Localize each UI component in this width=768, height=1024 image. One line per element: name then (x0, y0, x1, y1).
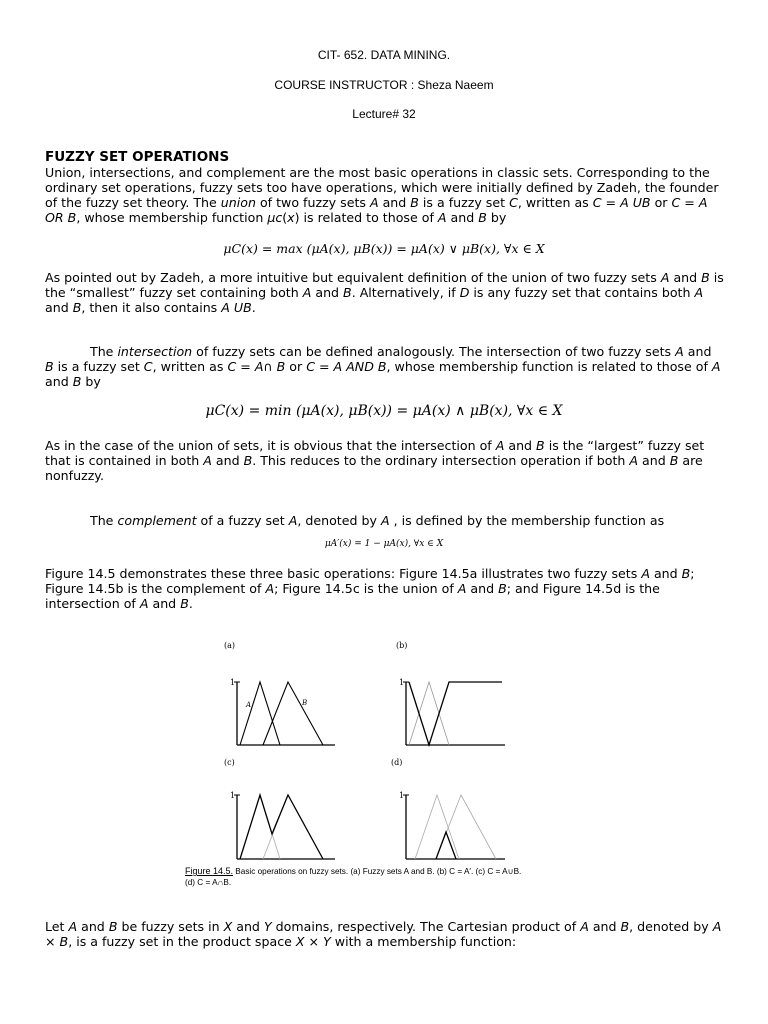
equation-union: μC(x) = max (μA(x), μB(x)) = μA(x) ∨ μB(x), ∀x ∈ X (223, 241, 545, 256)
equation-intersection: μC(x) = min (μA(x), μB(x)) = μA(x) ∧ μB(x), ∀x ∈ X (205, 403, 563, 419)
figure-caption-number: Figure 14.5. (185, 866, 234, 876)
panel-b-label: (b) (396, 641, 408, 650)
panel-d-label: (d) (391, 758, 403, 767)
course-instructor: COURSE INSTRUCTOR : Sheza Naeem (274, 78, 494, 92)
panel-a-label: (a) (224, 641, 236, 650)
paragraph-figure-description: Figure 14.5 demonstrates these three basic operations: Figure 14.5a illustrates two fuzzy sets A and B; Figure 14.5b is the complement of A; Figure 14.5c is the union of A and B; and Figure 14.5d is the intersection of A and B. (45, 566, 695, 611)
lecture-number: Lecture# 32 (352, 107, 416, 121)
set-b-label: B (302, 699, 308, 707)
panel-d-tick: 1 (399, 791, 405, 800)
figure-fuzzy-operations (180, 632, 580, 894)
panel-c (224, 758, 335, 859)
course-title: CIT- 652. DATA MINING. (317, 48, 451, 62)
panel-a (224, 641, 335, 745)
paragraph-cartesian-product: Let A and B be fuzzy sets in X and Y domains, respectively. The Cartesian product of A and B, denoted by A × B, is a fuzzy set in the product space X × Y with a membership function: (45, 919, 722, 949)
set-a-label: A (246, 701, 252, 709)
figure-caption: Figure 14.5. Basic operations on fuzzy sets. (a) Fuzzy sets A and B. (b) C = A′. (c) C = A∪B. (d) C = A∩B. (185, 866, 522, 887)
paragraph-intersection-largest: As in the case of the union of sets, it is obvious that the intersection of A and B is the “largest” fuzzy set that is contained in both A and B. This reduces to the ordinary intersection operation if both A and B are nonfuzzy. (45, 438, 705, 483)
panel-c-label: (c) (224, 758, 235, 767)
equation-complement: μA′(x) = 1 − μA(x), ∀x ∈ X (324, 539, 444, 549)
paragraph-complement: The complement of a fuzzy set A, denoted by A , is defined by the membership function as (90, 513, 665, 528)
paragraph-intersection: The intersection of fuzzy sets can be defined analogously. The intersection of two fuzzy sets A and B is a fuzzy set C, written as C = A∩ B or C = A AND B, whose membership function is related to those of A and B by (45, 344, 721, 389)
panel-b (396, 641, 505, 745)
panel-d (391, 758, 505, 859)
paragraph-union: Union, intersections, and complement are the most basic operations in classic sets. Corresponding to the ordinary set operations, fuzzy sets too have operations, which were initially defined by Zadeh, the founder of the fuzzy set theory. The union of two fuzzy sets A and B is a fuzzy set C, written as C = A UB or C = A OR B, whose membership function µc(x) is related to those of A and B by (45, 165, 719, 225)
panel-c-tick: 1 (230, 791, 236, 800)
panel-a-tick: 1 (230, 678, 236, 687)
section-title: FUZZY SET OPERATIONS (45, 149, 230, 165)
paragraph-union-definition: As pointed out by Zadeh, a more intuitive but equivalent definition of the union of two fuzzy sets A and B is the “smallest” fuzzy set containing both A and B. Alternatively, if D is any fuzzy set that contains both A and B, then it also contains A UB. (45, 270, 724, 315)
panel-b-tick: 1 (399, 678, 405, 687)
